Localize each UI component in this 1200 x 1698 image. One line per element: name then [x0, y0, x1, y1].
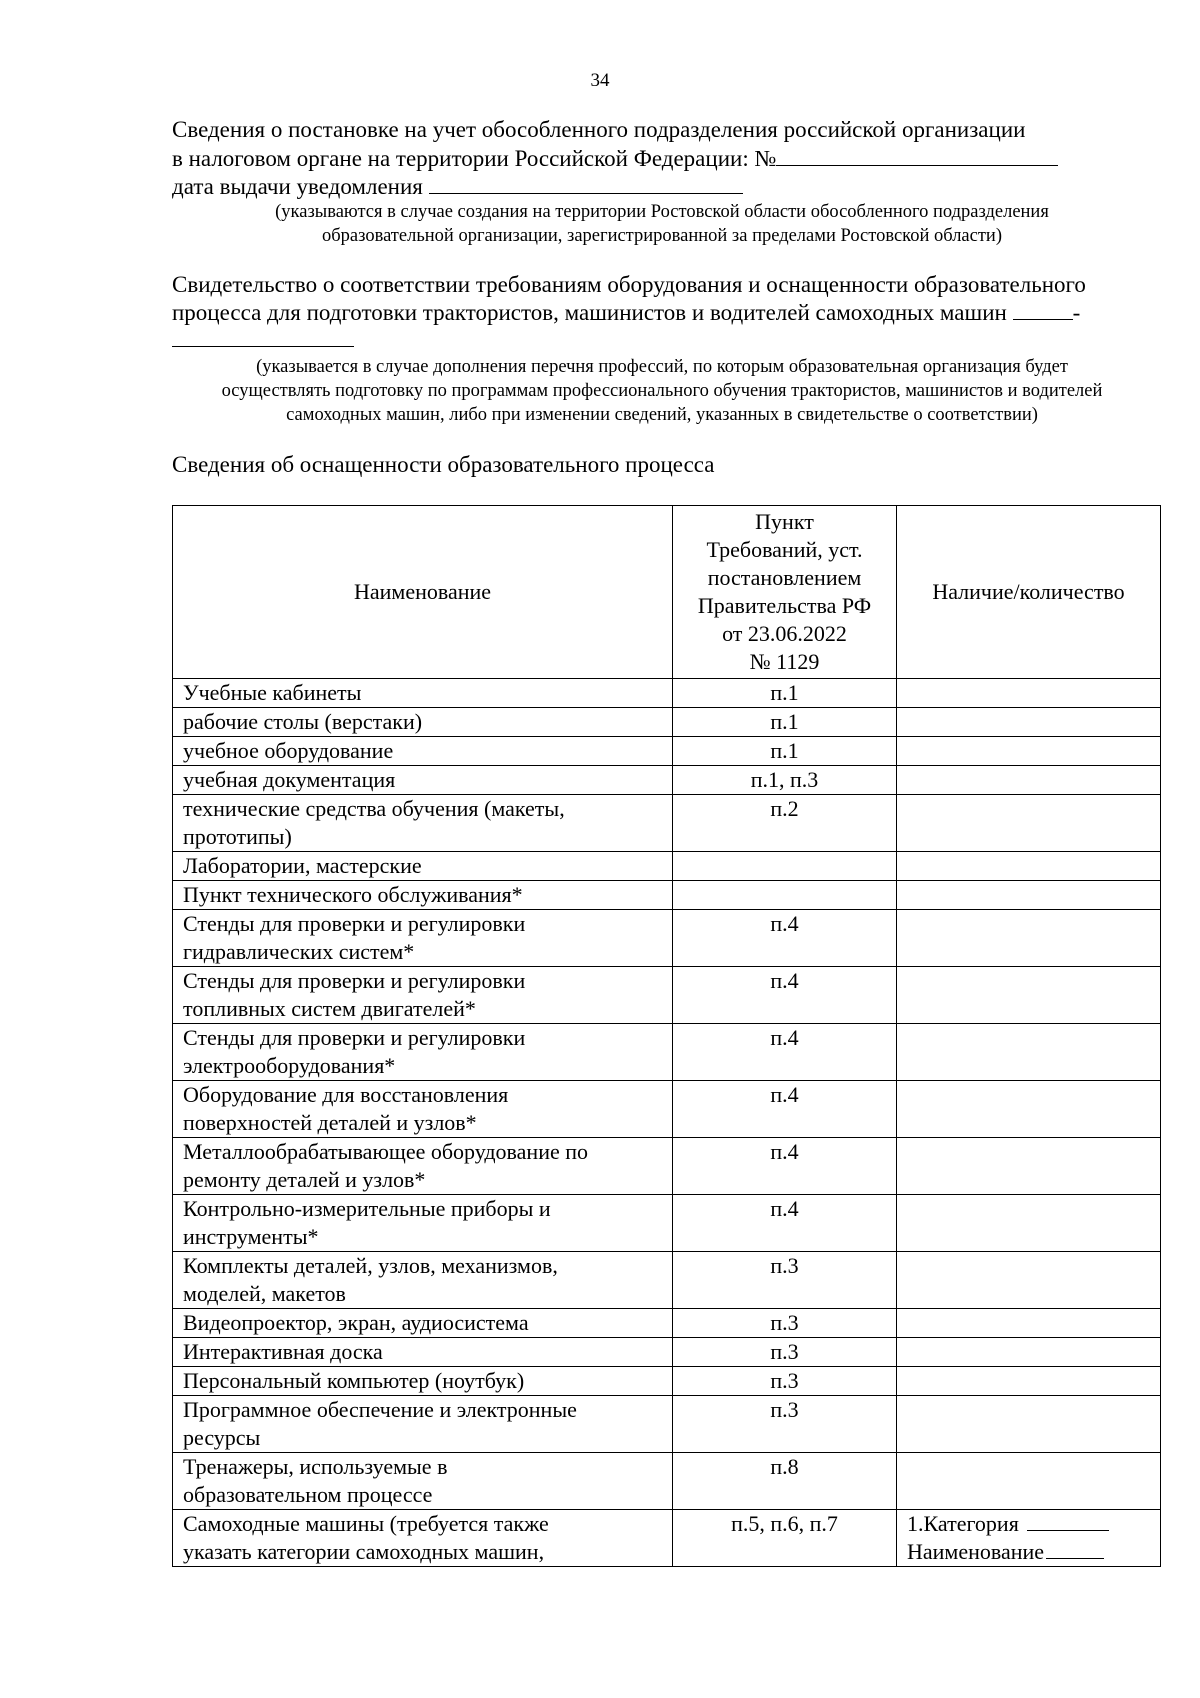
row-name [173, 1338, 673, 1367]
row-clause: п.4 [673, 967, 897, 1024]
row-availability [897, 1252, 1161, 1309]
table-row [173, 1453, 1161, 1510]
row-clause: п.4 [673, 1024, 897, 1081]
row-name-line: топливных систем двигателей* [183, 996, 476, 1021]
row-name-line: указать категории самоходных машин, [183, 1539, 545, 1564]
row-name [173, 852, 673, 881]
row-name [173, 1309, 673, 1338]
header-availability: Наличие/количество [897, 506, 1161, 679]
header-name: Наименование [173, 506, 673, 679]
table-row [173, 852, 1161, 881]
row-availability [897, 1453, 1161, 1510]
row-name-line: Оборудование для восстановления [183, 1082, 509, 1107]
row-name [173, 1024, 673, 1081]
row-name-line: Стенды для проверки и регулировки [183, 1025, 526, 1050]
availability-line [907, 1510, 1150, 1538]
page-number: 34 [590, 70, 610, 91]
table-row [173, 881, 1161, 910]
table-header-row [173, 506, 1161, 679]
row-availability [897, 1367, 1161, 1396]
table-row [173, 1510, 1161, 1567]
row-clause: п.4 [673, 1138, 897, 1195]
table-row [173, 967, 1161, 1024]
certificate-line-2-text: процесса для подготовки трактористов, машинистов и водителей самоходных машин [172, 300, 1007, 325]
table-row [173, 1081, 1161, 1138]
row-clause: п.8 [673, 1453, 897, 1510]
row-name [173, 881, 673, 910]
certificate-line-2-dash: - [1072, 300, 1081, 325]
notification-date-label: дата выдачи уведомления [172, 174, 423, 199]
row-clause: п.5, п.6, п.7 [673, 1510, 897, 1567]
header-clause [673, 506, 897, 679]
row-name [173, 1510, 673, 1567]
header-clause-line: № 1129 [749, 649, 820, 674]
row-name-line: поверхностей деталей и узлов* [183, 1110, 477, 1135]
table-row [173, 766, 1161, 795]
table-row [173, 910, 1161, 967]
row-clause: п.1 [673, 708, 897, 737]
row-name-line: Программное обеспечение и электронные [183, 1397, 577, 1422]
row-name-line: технические средства обучения (макеты, [183, 796, 565, 821]
table-row [173, 1195, 1161, 1252]
availability-label: Наименование [907, 1539, 1045, 1564]
row-availability [897, 679, 1161, 708]
registration-line-3 [172, 172, 743, 202]
row-availability [897, 1138, 1161, 1195]
table-row [173, 1309, 1161, 1338]
row-clause: п.4 [673, 910, 897, 967]
registration-number-blank [776, 145, 1058, 166]
row-name-line: Лаборатории, мастерские [183, 853, 422, 878]
row-availability [897, 1309, 1161, 1338]
row-availability [897, 1195, 1161, 1252]
certificate-date-blank [172, 346, 354, 347]
row-clause: п.3 [673, 1309, 897, 1338]
row-name-line: образовательном процессе [183, 1482, 433, 1507]
row-availability [897, 910, 1161, 967]
row-name-line: Стенды для проверки и регулировки [183, 968, 526, 993]
row-name [173, 910, 673, 967]
table-row [173, 737, 1161, 766]
row-clause: п.2 [673, 795, 897, 852]
notification-date-blank [429, 173, 743, 194]
registration-note-line-2: образовательной организации, зарегистрированной за пределами Ростовской области) [322, 226, 1002, 246]
row-name-line: Интерактивная доска [183, 1339, 383, 1364]
equipment-heading: Сведения об оснащенности образовательного процесса [172, 452, 715, 477]
certificate-line-2 [172, 298, 1080, 328]
row-name-line: учебная документация [183, 767, 396, 792]
row-name [173, 766, 673, 795]
row-name-line: Самоходные машины (требуется также [183, 1511, 549, 1536]
row-name [173, 1367, 673, 1396]
table-row [173, 1396, 1161, 1453]
row-name-line: Тренажеры, используемые в [183, 1454, 448, 1479]
equipment-table [172, 505, 1161, 1567]
row-name [173, 737, 673, 766]
row-name-line: Металлообрабатывающее оборудование по [183, 1139, 589, 1164]
certificate-note-line-2: осуществлять подготовку по программам профессионального обучения трактористов, машинистов и водителей [221, 381, 1103, 401]
certificate-number-blank [1013, 299, 1073, 320]
row-availability [897, 737, 1161, 766]
availability-blank [1027, 1510, 1109, 1531]
availability-label: 1.Категория [907, 1511, 1019, 1536]
row-name-line: ресурсы [183, 1425, 261, 1450]
availability-blank [1046, 1538, 1104, 1559]
row-clause: п.3 [673, 1338, 897, 1367]
row-availability [897, 852, 1161, 881]
row-name-line: Пункт технического обслуживания* [183, 882, 523, 907]
row-name-line: Персональный компьютер (ноутбук) [183, 1368, 525, 1393]
row-clause: п.3 [673, 1396, 897, 1453]
row-name [173, 967, 673, 1024]
registration-note-line-1: (указываются в случае создания на территории Ростовской области обособленного подразделения [275, 202, 1049, 222]
row-availability [897, 708, 1161, 737]
availability-line [907, 1538, 1150, 1566]
registration-line-2 [172, 144, 1058, 174]
row-clause: п.4 [673, 1081, 897, 1138]
row-name [173, 708, 673, 737]
row-name [173, 679, 673, 708]
row-clause: п.1, п.3 [673, 766, 897, 795]
table-body [173, 679, 1161, 1567]
row-name [173, 1195, 673, 1252]
row-availability [897, 1510, 1161, 1567]
table-row [173, 1024, 1161, 1081]
table-row [173, 708, 1161, 737]
row-name-line: рабочие столы (верстаки) [183, 709, 423, 734]
row-clause: п.1 [673, 679, 897, 708]
header-clause-line: Пункт [755, 509, 814, 534]
row-availability [897, 967, 1161, 1024]
row-name-line: гидравлических систем* [183, 939, 415, 964]
row-clause: п.3 [673, 1252, 897, 1309]
row-availability [897, 881, 1161, 910]
registration-line-2-text: в налоговом органе на территории Российской Федерации: № [172, 146, 777, 171]
row-clause: п.1 [673, 737, 897, 766]
row-name-line: Стенды для проверки и регулировки [183, 911, 526, 936]
table-row [173, 1338, 1161, 1367]
table-row [173, 1367, 1161, 1396]
certificate-note-line-1: (указывается в случае дополнения перечня профессий, по которым образовательная организация будет [256, 357, 1068, 377]
row-name-line: Комплекты деталей, узлов, механизмов, [183, 1253, 558, 1278]
row-availability [897, 1081, 1161, 1138]
header-clause-line: Правительства РФ [697, 593, 872, 618]
row-availability [897, 1024, 1161, 1081]
registration-line-1: Сведения о постановке на учет обособленного подразделения российской организации [172, 117, 1026, 142]
header-clause-line: от 23.06.2022 [722, 621, 847, 646]
row-name [173, 795, 673, 852]
table-row [173, 795, 1161, 852]
certificate-note-line-3: самоходных машин, либо при изменении сведений, указанных в свидетельстве о соответствии) [286, 405, 1038, 425]
row-name [173, 1252, 673, 1309]
header-clause-line: постановлением [707, 565, 862, 590]
row-name-line: Учебные кабинеты [183, 680, 362, 705]
row-availability [897, 1396, 1161, 1453]
row-clause: п.3 [673, 1367, 897, 1396]
row-name [173, 1396, 673, 1453]
row-name-line: ремонту деталей и узлов* [183, 1167, 426, 1192]
row-name-line: Видеопроектор, экран, аудиосистема [183, 1310, 529, 1335]
table-row [173, 1252, 1161, 1309]
row-name-line: инструменты* [183, 1224, 319, 1249]
row-name-line: электрооборудования* [183, 1053, 396, 1078]
row-availability [897, 795, 1161, 852]
row-availability [897, 766, 1161, 795]
row-clause [673, 852, 897, 881]
table-row [173, 1138, 1161, 1195]
row-name [173, 1138, 673, 1195]
row-name [173, 1453, 673, 1510]
certificate-line-1: Свидетельство о соответствии требованиям оборудования и оснащенности образовательного [172, 272, 1086, 297]
row-name [173, 1081, 673, 1138]
table-row [173, 679, 1161, 708]
row-name-line: моделей, макетов [183, 1281, 346, 1306]
row-name-line: прототипы) [183, 824, 292, 849]
row-name-line: Контрольно-измерительные приборы и [183, 1196, 551, 1221]
row-clause [673, 881, 897, 910]
row-name-line: учебное оборудование [183, 738, 394, 763]
row-clause: п.4 [673, 1195, 897, 1252]
row-availability [897, 1338, 1161, 1367]
header-clause-line: Требований, уст. [706, 537, 863, 562]
